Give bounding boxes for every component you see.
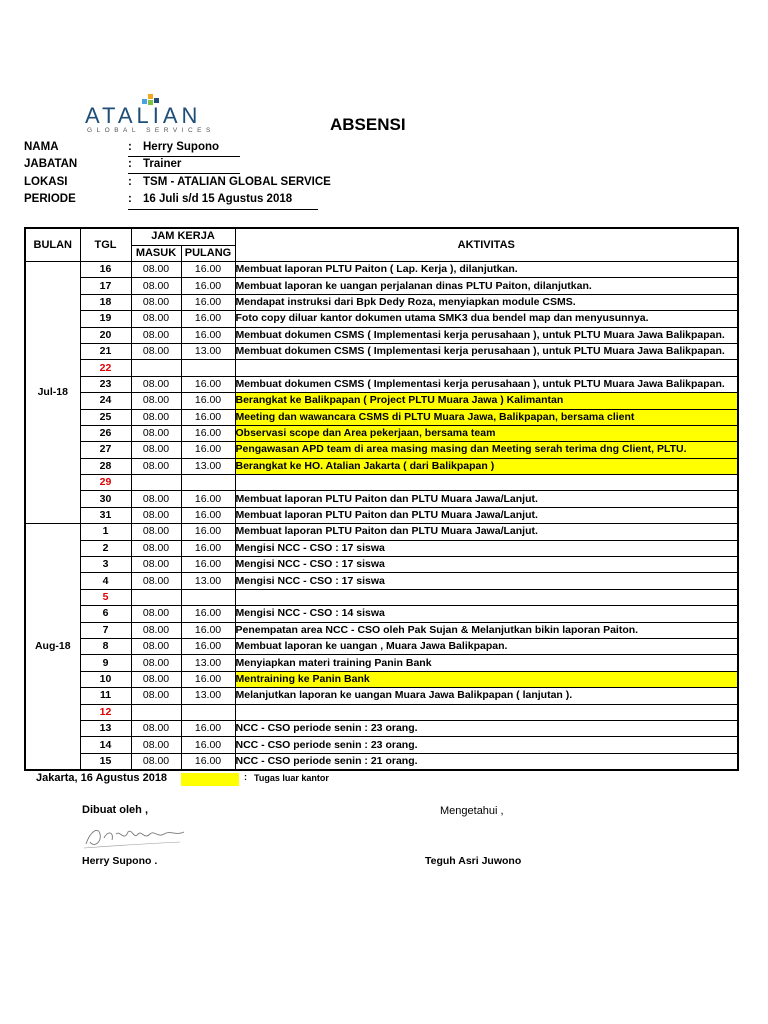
- activity-cell: Berangkat ke Balikpapan ( Project PLTU Muara Jawa ) Kalimantan: [235, 393, 738, 409]
- pulang-cell: 13.00: [181, 688, 235, 704]
- month-label: Aug-18: [25, 524, 80, 770]
- table-row: [25, 671, 738, 687]
- table-row: [25, 262, 738, 278]
- masuk-cell: [131, 475, 181, 491]
- masuk-cell: 08.00: [131, 720, 181, 736]
- underline: [128, 156, 240, 157]
- masuk-cell: 08.00: [131, 753, 181, 770]
- activity-cell: Membuat laporan PLTU Paiton ( Lap. Kerja ), dilanjutkan.: [235, 262, 738, 278]
- info-label-jabatan: JABATAN: [24, 158, 78, 170]
- table-row: [25, 393, 738, 409]
- table-row: [25, 442, 738, 458]
- pulang-cell: 16.00: [181, 524, 235, 540]
- table-row: [25, 507, 738, 523]
- header-masuk: MASUK: [131, 245, 181, 262]
- activity-cell: Penempatan area NCC - CSO oleh Pak Sujan & Melanjutkan bikin laporan Paiton.: [235, 622, 738, 638]
- activity-cell: Observasi scope dan Area pekerjaan, bersama team: [235, 425, 738, 441]
- table-row: [25, 540, 738, 556]
- masuk-cell: 08.00: [131, 491, 181, 507]
- masuk-cell: 08.00: [131, 311, 181, 327]
- masuk-cell: [131, 704, 181, 720]
- pulang-cell: 16.00: [181, 507, 235, 523]
- header-bulan: BULAN: [25, 228, 80, 262]
- info-value-periode: 16 Juli s/d 15 Agustus 2018: [143, 193, 293, 205]
- table-row: [25, 589, 738, 605]
- masuk-cell: 08.00: [131, 540, 181, 556]
- masuk-cell: [131, 360, 181, 376]
- pulang-cell: 16.00: [181, 557, 235, 573]
- activity-cell: NCC - CSO periode senin : 21 orang.: [235, 753, 738, 770]
- info-colon: :: [128, 158, 132, 170]
- table-row: [25, 475, 738, 491]
- activity-cell: Membuat laporan PLTU Paiton dan PLTU Muara Jawa/Lanjut.: [235, 507, 738, 523]
- activity-cell: [235, 704, 738, 720]
- table-body: [25, 262, 738, 771]
- pulang-cell: 16.00: [181, 491, 235, 507]
- masuk-cell: 08.00: [131, 524, 181, 540]
- pulang-cell: 16.00: [181, 311, 235, 327]
- date-cell: 2: [80, 540, 131, 556]
- info-value-lokasi: TSM - ATALIAN GLOBAL SERVICE: [143, 176, 331, 188]
- table-row: [25, 704, 738, 720]
- activity-cell: Membuat laporan ke uangan , Muara Jawa Balikpapan.: [235, 638, 738, 654]
- table-row: [25, 458, 738, 474]
- activity-cell: NCC - CSO periode senin : 23 orang.: [235, 720, 738, 736]
- masuk-cell: 08.00: [131, 442, 181, 458]
- table-row: [25, 622, 738, 638]
- masuk-cell: 08.00: [131, 343, 181, 359]
- underline: [128, 173, 240, 174]
- made-by-label: Dibuat oleh ,: [82, 804, 148, 816]
- date-cell: 22: [80, 360, 131, 376]
- masuk-cell: 08.00: [131, 638, 181, 654]
- info-colon: :: [128, 141, 132, 153]
- pulang-cell: 16.00: [181, 540, 235, 556]
- date-cell: 4: [80, 573, 131, 589]
- masuk-cell: 08.00: [131, 425, 181, 441]
- activity-cell: Membuat dokumen CSMS ( Implementasi kerja perusahaan ), untuk PLTU Muara Jawa Balikpapan.: [235, 327, 738, 343]
- table-row: [25, 720, 738, 736]
- date-cell: 29: [80, 475, 131, 491]
- date-cell: 6: [80, 606, 131, 622]
- date-cell: 20: [80, 327, 131, 343]
- pulang-cell: 16.00: [181, 606, 235, 622]
- known-by-label: Mengetahui ,: [440, 805, 504, 817]
- header-aktivitas: AKTIVITAS: [235, 228, 738, 262]
- info-label-nama: NAMA: [24, 141, 59, 153]
- table-row: [25, 343, 738, 359]
- masuk-cell: 08.00: [131, 557, 181, 573]
- logo-subtitle: GLOBAL SERVICES: [87, 127, 215, 134]
- pulang-cell: 16.00: [181, 671, 235, 687]
- pulang-cell: 16.00: [181, 376, 235, 392]
- date-cell: 11: [80, 688, 131, 704]
- masuk-cell: 08.00: [131, 327, 181, 343]
- activity-cell: NCC - CSO periode senin : 23 orang.: [235, 737, 738, 753]
- activity-cell: Menyiapkan materi training Panin Bank: [235, 655, 738, 671]
- activity-cell: Mengisi NCC - CSO : 17 siswa: [235, 557, 738, 573]
- activity-cell: Mengisi NCC - CSO : 17 siswa: [235, 573, 738, 589]
- date-cell: 13: [80, 720, 131, 736]
- date-cell: 17: [80, 278, 131, 294]
- activity-cell: Mentraining ke Panin Bank: [235, 671, 738, 687]
- date-cell: 10: [80, 671, 131, 687]
- date-cell: 16: [80, 262, 131, 278]
- activity-cell: Membuat laporan ke uangan perjalanan dinas PLTU Paiton, dilanjutkan.: [235, 278, 738, 294]
- activity-cell: Melanjutkan laporan ke uangan Muara Jawa Balikpapan ( lanjutan ).: [235, 688, 738, 704]
- activity-cell: Membuat laporan PLTU Paiton dan PLTU Muara Jawa/Lanjut.: [235, 491, 738, 507]
- info-colon: :: [128, 176, 132, 188]
- table-row: [25, 409, 738, 425]
- activity-cell: Membuat dokumen CSMS ( Implementasi kerja perusahaan ), untuk PLTU Muara Jawa Balikpapan.: [235, 376, 738, 392]
- info-colon: :: [128, 193, 132, 205]
- place-date: Jakarta, 16 Agustus 2018: [36, 772, 168, 784]
- table-row: [25, 278, 738, 294]
- pulang-cell: [181, 475, 235, 491]
- underline: [128, 209, 318, 210]
- date-cell: 31: [80, 507, 131, 523]
- info-label-periode: PERIODE: [24, 193, 76, 205]
- pulang-cell: 16.00: [181, 262, 235, 278]
- pulang-cell: 16.00: [181, 409, 235, 425]
- masuk-cell: 08.00: [131, 278, 181, 294]
- table-row: [25, 376, 738, 392]
- date-cell: 15: [80, 753, 131, 770]
- table-row: [25, 737, 738, 753]
- masuk-cell: 08.00: [131, 688, 181, 704]
- pulang-cell: 16.00: [181, 294, 235, 310]
- signer-right: Teguh Asri Juwono: [425, 855, 522, 867]
- pulang-cell: 13.00: [181, 573, 235, 589]
- pulang-cell: 16.00: [181, 638, 235, 654]
- masuk-cell: [131, 589, 181, 605]
- masuk-cell: 08.00: [131, 409, 181, 425]
- date-cell: 23: [80, 376, 131, 392]
- attendance-table: [24, 227, 739, 771]
- pulang-cell: [181, 589, 235, 605]
- masuk-cell: 08.00: [131, 573, 181, 589]
- signer-left: Herry Supono .: [82, 855, 158, 867]
- activity-cell: Membuat laporan PLTU Paiton dan PLTU Muara Jawa/Lanjut.: [235, 524, 738, 540]
- date-cell: 25: [80, 409, 131, 425]
- masuk-cell: 08.00: [131, 737, 181, 753]
- activity-cell: [235, 589, 738, 605]
- masuk-cell: 08.00: [131, 622, 181, 638]
- date-cell: 27: [80, 442, 131, 458]
- date-cell: 24: [80, 393, 131, 409]
- date-cell: 19: [80, 311, 131, 327]
- date-cell: 12: [80, 704, 131, 720]
- date-cell: 26: [80, 425, 131, 441]
- table-row: [25, 294, 738, 310]
- pulang-cell: 16.00: [181, 278, 235, 294]
- header-pulang: PULANG: [181, 245, 235, 262]
- masuk-cell: 08.00: [131, 655, 181, 671]
- info-label-lokasi: LOKASI: [24, 176, 68, 188]
- date-cell: 30: [80, 491, 131, 507]
- pulang-cell: [181, 360, 235, 376]
- pulang-cell: [181, 704, 235, 720]
- activity-cell: Mengisi NCC - CSO : 14 siswa: [235, 606, 738, 622]
- date-cell: 5: [80, 589, 131, 605]
- activity-cell: [235, 475, 738, 491]
- date-cell: 21: [80, 343, 131, 359]
- pulang-cell: 16.00: [181, 720, 235, 736]
- pulang-cell: 16.00: [181, 753, 235, 770]
- info-value-nama: Herry Supono: [143, 141, 220, 153]
- date-cell: 18: [80, 294, 131, 310]
- pulang-cell: 16.00: [181, 393, 235, 409]
- header-tgl: TGL: [80, 228, 131, 262]
- masuk-cell: 08.00: [131, 376, 181, 392]
- table-row: [25, 524, 738, 540]
- legend-colon: :: [244, 772, 247, 782]
- table-row: [25, 753, 738, 770]
- masuk-cell: 08.00: [131, 393, 181, 409]
- table-row: [25, 606, 738, 622]
- activity-cell: Berangkat ke HO. Atalian Jakarta ( dari Balikpapan ): [235, 458, 738, 474]
- pulang-cell: 16.00: [181, 622, 235, 638]
- activity-cell: Mengisi NCC - CSO : 17 siswa: [235, 540, 738, 556]
- activity-cell: Mendapat instruksi dari Bpk Dedy Roza, menyiapkan module CSMS.: [235, 294, 738, 310]
- masuk-cell: 08.00: [131, 507, 181, 523]
- month-label: Jul-18: [25, 262, 80, 524]
- legend-swatch: [181, 773, 239, 786]
- page-title: ABSENSI: [330, 115, 406, 134]
- activity-cell: Membuat dokumen CSMS ( Implementasi kerja perusahaan ), untuk PLTU Muara Jawa Balikpapan.: [235, 343, 738, 359]
- date-cell: 9: [80, 655, 131, 671]
- table-row: [25, 557, 738, 573]
- masuk-cell: 08.00: [131, 671, 181, 687]
- date-cell: 28: [80, 458, 131, 474]
- table-row: [25, 327, 738, 343]
- date-cell: 1: [80, 524, 131, 540]
- pulang-cell: 16.00: [181, 442, 235, 458]
- date-cell: 7: [80, 622, 131, 638]
- pulang-cell: 13.00: [181, 343, 235, 359]
- table-row: [25, 638, 738, 654]
- signature-icon: [80, 820, 195, 852]
- date-cell: 8: [80, 638, 131, 654]
- table-row: [25, 425, 738, 441]
- masuk-cell: 08.00: [131, 294, 181, 310]
- pulang-cell: 13.00: [181, 655, 235, 671]
- pulang-cell: 13.00: [181, 458, 235, 474]
- date-cell: 3: [80, 557, 131, 573]
- table-row: [25, 573, 738, 589]
- date-cell: 14: [80, 737, 131, 753]
- masuk-cell: 08.00: [131, 458, 181, 474]
- activity-cell: [235, 360, 738, 376]
- table-row: [25, 655, 738, 671]
- table-row: [25, 688, 738, 704]
- activity-cell: Meeting dan wawancara CSMS di PLTU Muara Jawa, Balikpapan, bersama client: [235, 409, 738, 425]
- table-row: [25, 491, 738, 507]
- legend-text: Tugas luar kantor: [254, 773, 329, 783]
- info-value-jabatan: Trainer: [143, 158, 182, 170]
- table-row: [25, 311, 738, 327]
- masuk-cell: 08.00: [131, 262, 181, 278]
- pulang-cell: 16.00: [181, 737, 235, 753]
- pulang-cell: 16.00: [181, 327, 235, 343]
- pulang-cell: 16.00: [181, 425, 235, 441]
- activity-cell: Foto copy diluar kantor dokumen utama SMK3 dua bendel map dan menyusunnya.: [235, 311, 738, 327]
- masuk-cell: 08.00: [131, 606, 181, 622]
- header-jam-kerja: JAM KERJA: [131, 228, 235, 245]
- logo-text: ATALIAN: [85, 103, 202, 128]
- activity-cell: Pengawasan APD team di area masing masing dan Meeting serah terima dng Client, PLTU.: [235, 442, 738, 458]
- table-row: [25, 360, 738, 376]
